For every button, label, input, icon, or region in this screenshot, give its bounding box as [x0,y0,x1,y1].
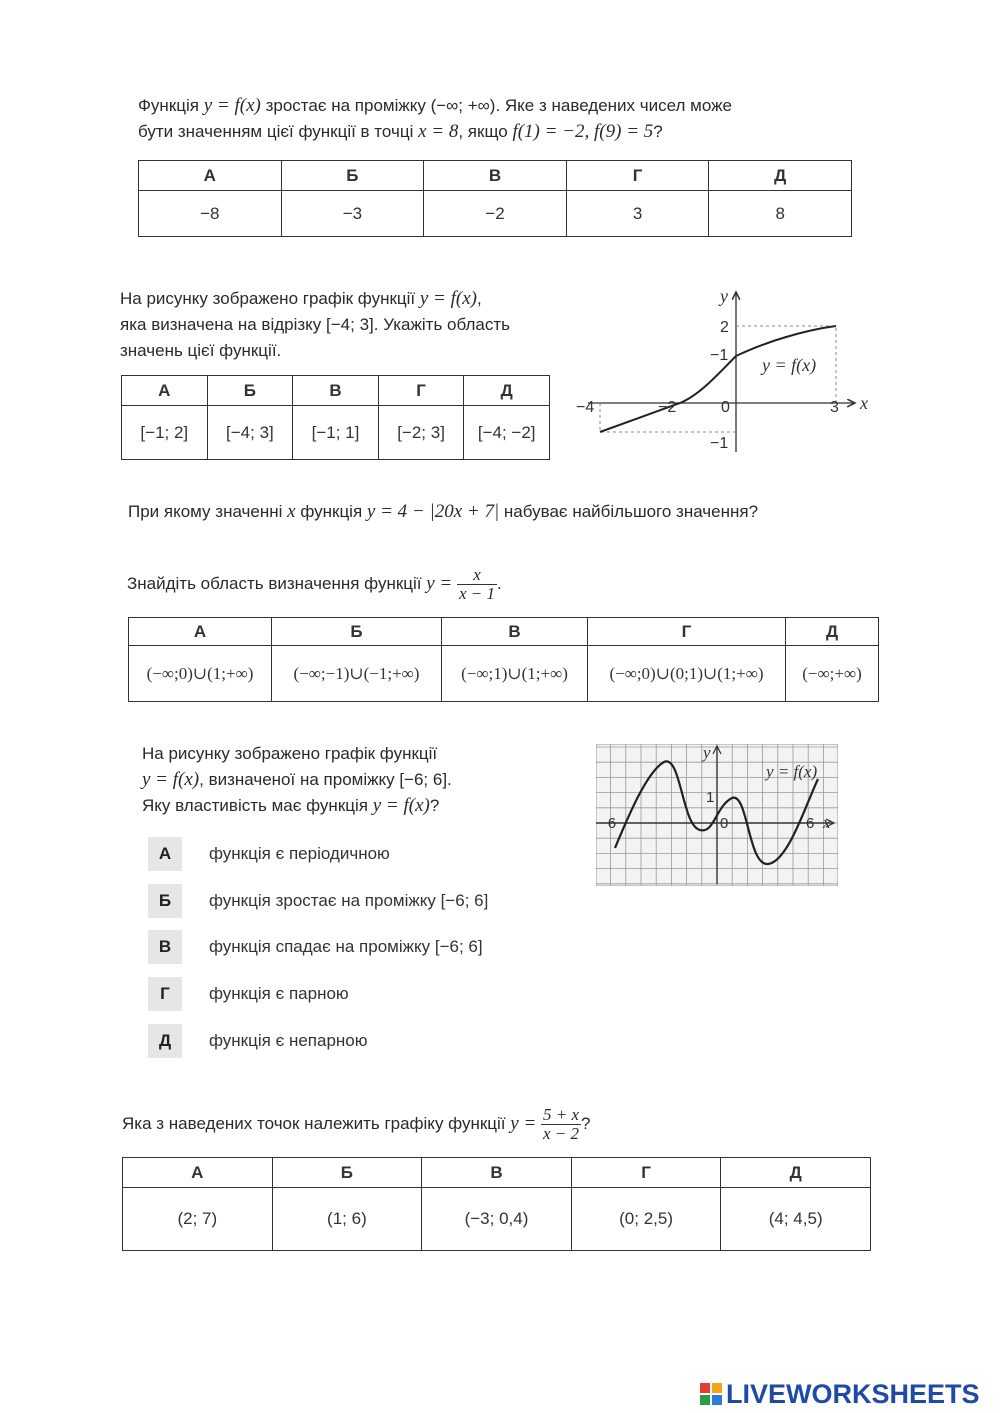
q6-fraction-numerator: 5 + x [543,1105,580,1124]
q1-header-g: Г [566,161,709,191]
q1-header-b: Б [281,161,424,191]
q5-text: ? [429,796,440,815]
q6-fraction [541,1106,581,1143]
q2-label-x0: 0 [721,399,730,416]
q1-option-g[interactable]: 3 [566,191,709,237]
q2-text: На рисунку зображено графік функції [120,289,416,308]
q4-header-b: Б [272,618,442,646]
q4-header-a: А [129,618,272,646]
q5-label-neg6: −6 [599,815,617,832]
q2-header-a: А [122,376,208,406]
q1-text: , якщо [458,122,508,141]
q2-label-y2: 2 [720,319,729,336]
question-3 [128,499,888,525]
q5-math-function: y = f(x) [142,769,200,790]
q6-option-d[interactable]: (4; 4,5) [721,1188,871,1251]
q1-text: зростає на проміжку (−∞; +∞). Яке з наведених чисел може [265,96,732,115]
q6-header-v: В [422,1158,572,1188]
q1-math-point: x = 8 [418,121,459,142]
q2-option-v[interactable]: [−1; 1] [293,406,379,460]
q2-option-g[interactable]: [−2; 3] [378,406,464,460]
q4-text: Знайдіть область визначення функції [127,573,422,593]
q6-option-g[interactable]: (0; 2,5) [571,1188,721,1251]
q1-text: Функція [138,96,199,115]
q2-answer-table [121,375,550,460]
q2-curve [600,326,836,432]
q5-option-text[interactable]: функція є непарною [209,1031,368,1050]
q5-option-letter[interactable]: А [148,837,182,871]
q2-graph [570,282,880,460]
q5-option-text[interactable]: функція спадає на проміжку [−6; 6] [209,937,483,956]
q2-header-v: В [293,376,379,406]
question-5 [142,741,572,819]
q1-answer-table [138,160,852,237]
q1-header-a: А [139,161,282,191]
q1-math-values: f(1) = −2, f(9) = 5 [512,121,654,142]
q1-text: ? [653,122,663,141]
q4-option-b[interactable]: (−∞;−1)∪(−1;+∞) [272,646,442,702]
q5-text: На рисунку зображено графік функції [142,744,438,763]
q4-math-y: y = [426,572,453,594]
q6-text: ? [581,1113,591,1133]
q3-text: функція [300,502,363,521]
q4-fraction [457,566,497,603]
q5-label-x: x [823,813,831,832]
q4-header-d: Д [786,618,879,646]
q5-text: , визначеної на проміжку [−6; 6]. [199,770,452,789]
q2-label-yneg1: −1 [710,435,729,452]
q1-option-a[interactable]: −8 [139,191,282,237]
q3-math-function: y = 4 − |20x + 7| [366,501,500,522]
q1-math-function: y = f(x) [203,95,261,116]
liveworksheets-logo[interactable] [700,1378,980,1410]
q2-label-x3: 3 [830,399,839,416]
q6-option-a[interactable]: (2; 7) [123,1188,273,1251]
q5-option-letter[interactable]: Б [148,884,182,918]
q6-answer-table [122,1157,871,1251]
logo-square-icon [712,1395,722,1405]
q2-header-d: Д [464,376,550,406]
q1-option-b[interactable]: −3 [281,191,424,237]
q1-option-v[interactable]: −2 [424,191,567,237]
q4-option-d[interactable]: (−∞;+∞) [786,646,879,702]
q5-option-letter[interactable]: Д [148,1024,182,1058]
q5-label-y: y [703,744,711,762]
q4-header-v: В [442,618,588,646]
logo-square-icon [712,1383,722,1393]
question-1 [138,93,858,145]
question-4 [127,566,727,603]
q5-curve-label: y = f(x) [766,762,818,781]
question-2 [120,286,570,364]
q2-text: значень цієї функції. [120,341,282,360]
q5-text: Яку властивість має функція [142,796,368,815]
q1-text: бути значенням цієї функції в точці [138,122,414,141]
q2-label-y1: −1 [710,347,729,364]
q1-header-v: В [424,161,567,191]
q5-label-6: 6 [806,815,815,832]
q4-fraction-numerator: x [457,566,497,585]
q2-text: яка визначена на відрізку [−4; 3]. Укажіть область [120,315,510,334]
q4-option-v[interactable]: (−∞;1)∪(1;+∞) [442,646,588,702]
q2-label-y: y [720,286,728,306]
q6-fraction-denominator: x − 2 [543,1124,580,1143]
q2-text: , [477,289,482,308]
q4-option-a[interactable]: (−∞;0)∪(1;+∞) [129,646,272,702]
q1-header-d: Д [709,161,852,191]
q3-text: При якому значенні [128,502,283,521]
q5-graph [596,744,838,886]
q2-option-d[interactable]: [−4; −2] [464,406,550,460]
q2-label-xneg4: −4 [576,399,595,416]
q2-label-x: x [860,393,868,413]
q2-option-b[interactable]: [−4; 3] [207,406,293,460]
q5-label-1: 1 [706,789,715,806]
q6-option-v[interactable]: (−3; 0,4) [422,1188,572,1251]
q2-header-b: Б [207,376,293,406]
q6-header-d: Д [721,1158,871,1188]
q2-math-function: y = f(x) [419,288,477,309]
q5-math-function: y = f(x) [372,795,430,816]
q5-option-text[interactable]: функція є періодичною [209,844,390,863]
q4-fraction-denominator: x − 1 [459,584,496,603]
q2-label-xneg2: −2 [658,399,677,416]
q2-curve-label: y = f(x) [762,355,817,375]
q5-label-0: 0 [720,815,729,832]
q4-text: . [497,573,502,593]
q4-header-g: Г [588,618,786,646]
q5-option-text[interactable]: функція зростає на проміжку [−6; 6] [209,891,489,910]
q3-math-x: x [287,501,296,522]
q6-header-b: Б [272,1158,422,1188]
q1-option-d[interactable]: 8 [709,191,852,237]
q6-header-a: А [123,1158,273,1188]
question-6 [122,1106,722,1143]
logo-square-icon [700,1383,710,1393]
logo-square-icon [700,1395,710,1405]
q6-math-y: y = [510,1112,537,1134]
q5-option-letter[interactable]: Г [148,977,182,1011]
logo-icon [700,1383,722,1405]
logo-text: LIVEWORKSHEETS [726,1378,980,1409]
q5-option-letter[interactable]: В [148,930,182,964]
q5-option-text[interactable]: функція є парною [209,984,349,1003]
q4-answer-table [128,617,879,702]
q4-option-g[interactable]: (−∞;0)∪(0;1)∪(1;+∞) [588,646,786,702]
q6-header-g: Г [571,1158,721,1188]
q3-text: набуває найбільшого значення? [503,502,759,521]
q6-option-b[interactable]: (1; 6) [272,1188,422,1251]
q2-option-a[interactable]: [−1; 2] [122,406,208,460]
q6-text: Яка з наведених точок належить графіку функції [122,1113,506,1133]
q2-header-g: Г [378,376,464,406]
